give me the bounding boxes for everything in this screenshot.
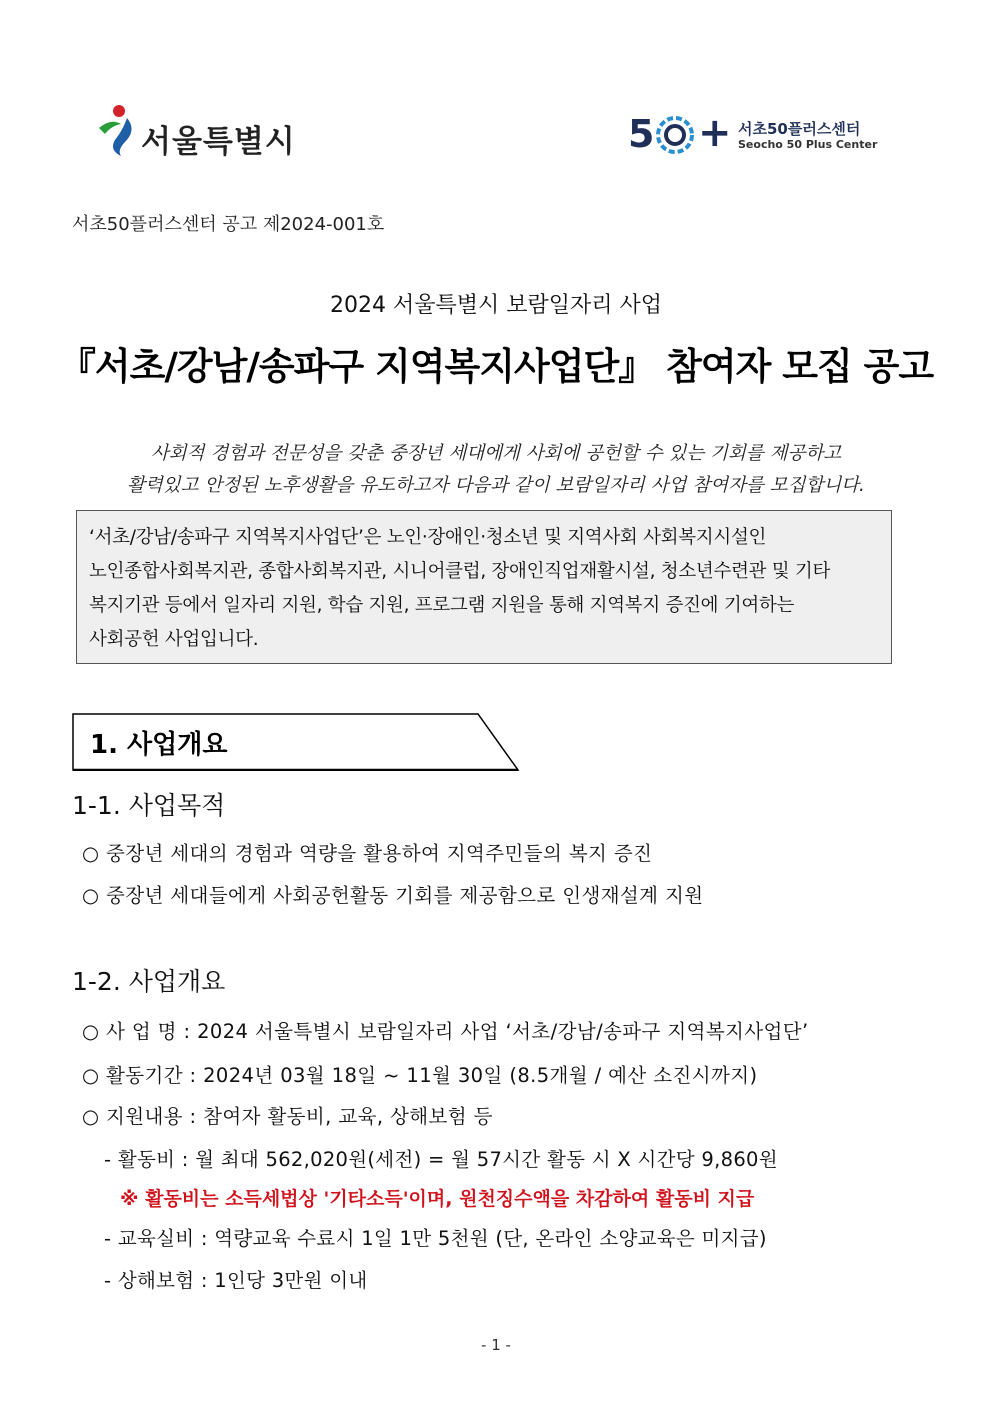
seoul-city-logo: [97, 104, 297, 160]
overview-bullet: ○ 활동기간 : 2024년 03월 18일 ~ 11월 30일 (8.5개월 / 예산 소진시까지): [82, 1064, 758, 1087]
ring-zero-icon: [654, 114, 696, 156]
logo-number: 5: [628, 112, 655, 156]
document-subtitle: 2024 서울특별시 보람일자리 사업: [330, 293, 662, 318]
summary-line: 복지기관 등에서 일자리 지원, 학습 지원, 프로그램 지원을 통해 지역복지 증진에 기여하는: [89, 595, 795, 616]
purpose-bullet: ○ 중장년 세대들에게 사회공헌활동 기회를 제공함으로 인생재설계 지원: [82, 884, 704, 907]
intro-line: 활력있고 안정된 노후생활을 유도하고자 다음과 같이 보람일자리 사업 참여자를 모집합니다.: [127, 475, 865, 496]
purpose-bullet: ○ 중장년 세대의 경험과 역량을 활용하여 지역주민들의 복지 증진: [82, 842, 653, 865]
seoul-logo-text: 서울특별시: [141, 124, 296, 160]
document-title: 『서초/강남/송파구 지역복지사업단』 참여자 모집 공고: [58, 345, 934, 388]
education-detail: - 교육실비 : 역량교육 수료시 1일 1만 5천원 (단, 온라인 소양교육은 미지급): [104, 1227, 767, 1250]
summary-line: 노인종합사회복지관, 종합사회복지관, 시니어클럽, 장애인직업재활시설, 청소년수련관 및 기타: [89, 561, 831, 582]
seoul-emblem-icon: [97, 104, 137, 156]
center-name-ko: 서초50플러스센터: [738, 120, 861, 138]
tax-note: ※ 활동비는 소득세법상 '기타소득'이며, 원천징수액을 차감하여 활동비 지급: [120, 1188, 755, 1210]
overview-bullet: ○ 사 업 명 : 2024 서울특별시 보람일자리 사업 ‘서초/강남/송파구 지역복지사업단’: [82, 1020, 809, 1043]
section-banner: [72, 713, 520, 771]
overview-bullet: ○ 지원내용 : 참여자 활동비, 교육, 상해보험 등: [82, 1105, 493, 1128]
center-name-en: Seocho 50 Plus Center: [738, 138, 878, 151]
subsection-heading: 1-1. 사업목적: [72, 791, 226, 820]
summary-box: [76, 510, 892, 664]
seocho-50-plus-logo: [628, 110, 888, 158]
insurance-detail: - 상해보험 : 1인당 3만원 이내: [104, 1269, 368, 1292]
intro-line: 사회적 경험과 전문성을 갖춘 중장년 세대에게 사회에 공헌할 수 있는 기회를 제공하고: [150, 443, 842, 464]
summary-line: 사회공헌 사업입니다.: [89, 629, 259, 650]
intro-paragraph: [60, 438, 932, 502]
page-number: - 1 -: [481, 1336, 511, 1354]
plus-icon: +: [698, 110, 732, 156]
notice-number: 서초50플러스센터 공고 제2024-001호: [72, 214, 385, 235]
allowance-detail: - 활동비 : 월 최대 562,020원(세전) = 월 57시간 활동 시 X 시간당 9,860원: [104, 1148, 778, 1171]
subsection-heading: 1-2. 사업개요: [72, 967, 226, 996]
summary-line: ‘서초/강남/송파구 지역복지사업단’은 노인·장애인·청소년 및 지역사회 사회복지시설인: [89, 527, 767, 548]
section-heading: 1. 사업개요: [90, 730, 228, 760]
